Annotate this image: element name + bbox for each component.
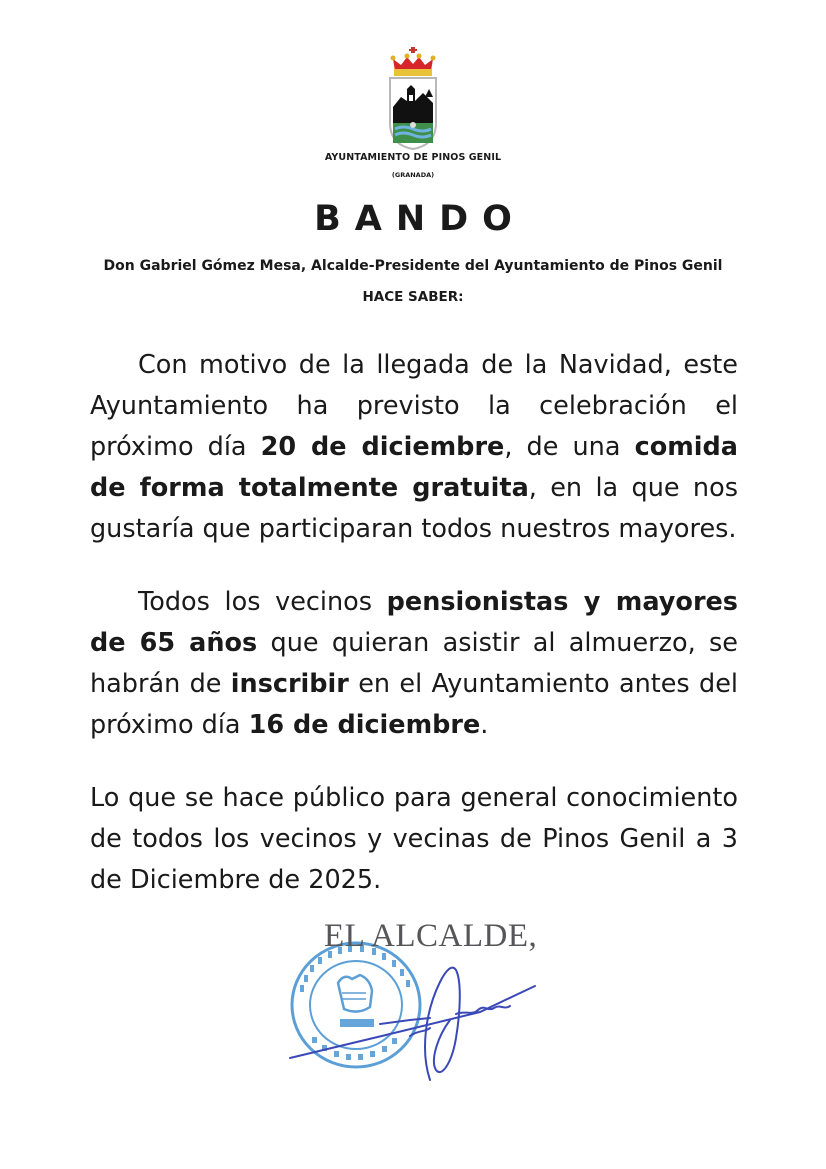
handwritten-signature-icon [280, 940, 560, 1090]
org-name: AYUNTAMIENTO DE PINOS GENIL [324, 152, 502, 163]
text-run: , de una [504, 432, 635, 462]
issuer-line: Don Gabriel Gómez Mesa, Alcalde-Presidente del Ayuntamiento de Pinos Genil [103, 258, 723, 274]
deadline-date: 16 de diciembre [248, 710, 481, 740]
text-run: que quieran asistir al almuerzo, se habrán de [90, 628, 738, 699]
municipal-coat-of-arms-icon [385, 45, 441, 151]
text-run: . [480, 710, 489, 740]
register-highlight: inscribir [230, 669, 349, 699]
text-run: en el Ayuntamiento antes del próximo día [90, 669, 739, 740]
text-run: Todos los vecinos [138, 587, 387, 617]
signer-title: EL ALCALDE, [324, 918, 538, 954]
paragraph-invitation [90, 345, 738, 550]
text-run: Con motivo de la llegada de la Navidad, este Ayuntamiento ha previsto la celebración el próximo día [90, 350, 738, 462]
free-meal-highlight: comida de forma totalmente gratuita [90, 432, 738, 503]
org-province: (GRANADA) [391, 171, 435, 179]
proclamation-line: HACE SABER: [362, 289, 464, 305]
paragraph-closing: Lo que se hace público para general conocimiento de todos los vecinos y vecinas de Pinos Genil a 3 de Diciembre de 2025. [90, 783, 738, 895]
text-run: , en la que nos gustaría que participaran todos nuestros mayores. [90, 473, 738, 544]
eligibility-highlight: pensionistas y mayores de 65 años [90, 587, 738, 658]
event-date: 20 de diciembre [260, 432, 505, 462]
document-title: BANDO [314, 199, 526, 239]
paragraph-registration [90, 582, 738, 746]
